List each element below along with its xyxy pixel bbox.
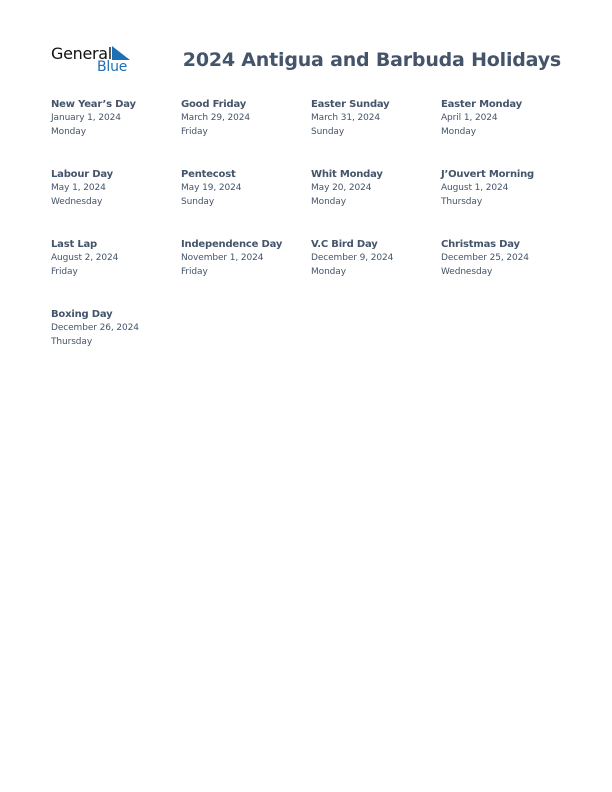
holiday-item	[51, 168, 181, 238]
holiday-date: April 1, 2024	[441, 113, 498, 123]
holiday-date: August 2, 2024	[51, 253, 119, 263]
holiday-weekday: Friday	[181, 126, 208, 137]
holiday-date: December 25, 2024	[441, 253, 529, 263]
holiday-date: August 1, 2024	[441, 183, 509, 193]
holiday-item	[51, 98, 181, 168]
holiday-weekday: Thursday	[51, 336, 93, 347]
holiday-item	[51, 238, 181, 308]
holiday-item	[51, 308, 181, 378]
holiday-item	[311, 98, 441, 168]
holiday-date: January 1, 2024	[51, 113, 121, 123]
holiday-grid	[51, 98, 571, 378]
logo-triangle-icon	[112, 46, 130, 60]
holiday-name: Easter Monday	[441, 99, 522, 110]
holiday-name: Independence Day	[181, 239, 283, 250]
holiday-name: J’Ouvert Morning	[441, 169, 535, 180]
holiday-name: Pentecost	[181, 169, 236, 180]
holiday-weekday: Monday	[311, 266, 346, 277]
page-title: 2024 Antigua and Barbuda Holidays	[182, 49, 561, 71]
holiday-date: May 19, 2024	[181, 183, 242, 193]
holiday-date: May 20, 2024	[311, 183, 372, 193]
holiday-name: Labour Day	[51, 169, 113, 180]
holiday-name: Easter Sunday	[311, 99, 390, 110]
holiday-name: Good Friday	[181, 99, 247, 110]
holiday-weekday: Monday	[51, 126, 86, 137]
holiday-date: December 26, 2024	[51, 323, 139, 333]
holiday-item	[441, 168, 571, 238]
holiday-weekday: Sunday	[181, 196, 215, 207]
holiday-name: Last Lap	[51, 239, 98, 250]
holiday-date: November 1, 2024	[181, 253, 264, 263]
holiday-name: Christmas Day	[441, 239, 520, 250]
holiday-weekday: Friday	[51, 266, 78, 277]
logo-text-general: General	[51, 44, 112, 63]
holiday-weekday: Friday	[181, 266, 208, 277]
holiday-name: Whit Monday	[311, 169, 383, 180]
generalblue-logo	[51, 44, 133, 78]
holiday-weekday: Wednesday	[51, 196, 103, 207]
holiday-date: May 1, 2024	[51, 183, 106, 193]
holiday-item	[311, 238, 441, 308]
holiday-item	[441, 98, 571, 168]
logo-text-blue: Blue	[97, 59, 128, 75]
holiday-date: December 9, 2024	[311, 253, 394, 263]
holiday-name: New Year’s Day	[51, 99, 136, 110]
holiday-weekday: Wednesday	[441, 266, 493, 277]
holiday-date: March 29, 2024	[181, 113, 250, 123]
holiday-weekday: Monday	[311, 196, 346, 207]
holiday-date: March 31, 2024	[311, 113, 380, 123]
holiday-weekday: Thursday	[441, 196, 483, 207]
holiday-item	[311, 168, 441, 238]
holiday-item	[181, 98, 311, 168]
holiday-name: Boxing Day	[51, 309, 113, 320]
holiday-weekday: Sunday	[311, 126, 345, 137]
holiday-weekday: Monday	[441, 126, 476, 137]
holiday-item	[181, 168, 311, 238]
holiday-item	[181, 238, 311, 308]
holiday-name: V.C Bird Day	[311, 239, 378, 250]
holiday-item	[441, 238, 571, 308]
